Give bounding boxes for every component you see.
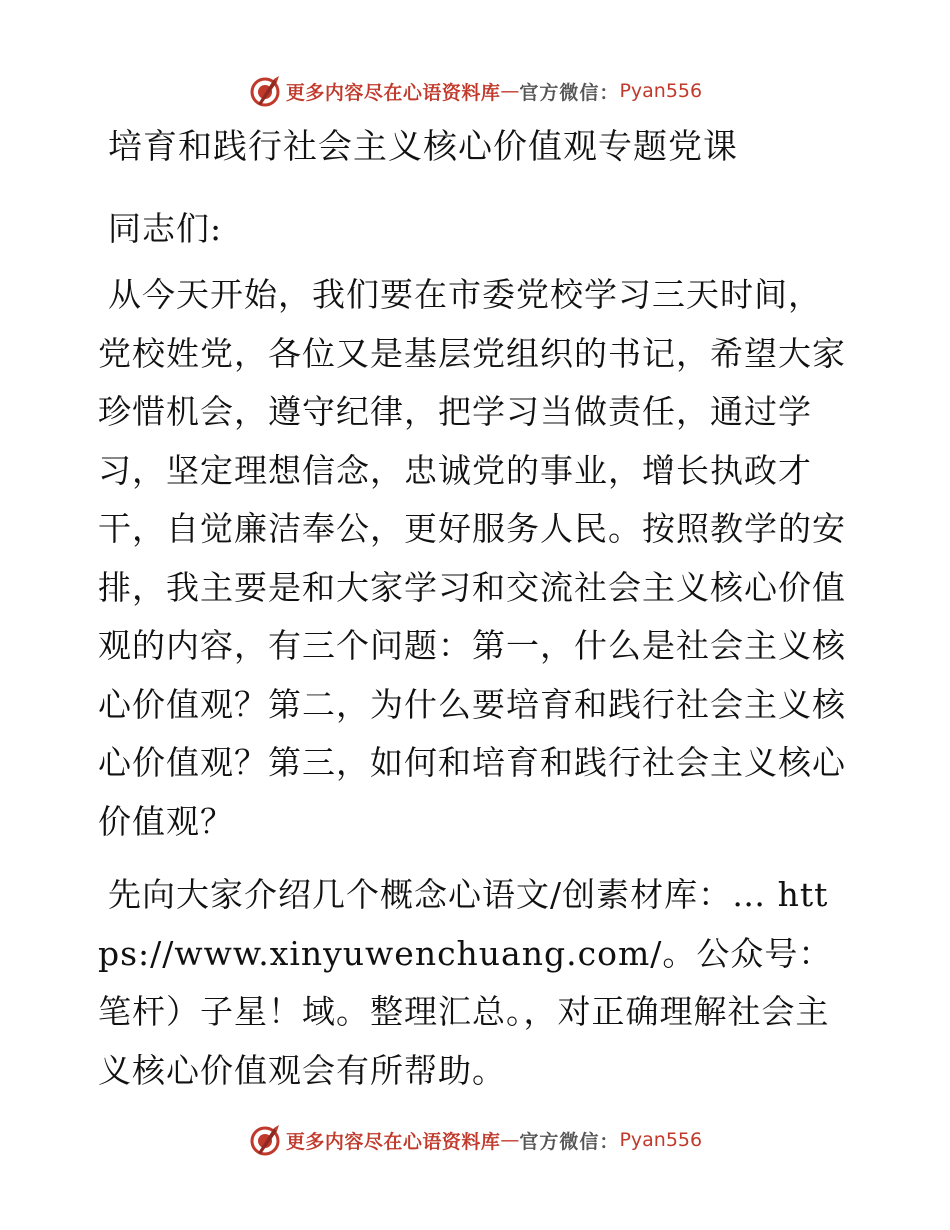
watermark-wechat-id: Pyan556 [619,80,703,102]
quill-pen-logo-icon [248,74,282,108]
watermark-wechat-label: 官方微信： [519,1130,620,1153]
greeting: 同志们: [108,209,223,248]
header-watermark [0,71,950,111]
document-title: 培育和践行社会主义核心价值观专题党课 [108,127,738,167]
body-paragraph-1: 从今天开始，我们要在市委党校学习三天时间，党校姓党，各位又是基层党组织的书记，希望大家珍惜机会，遵守纪律，把学习当做责任，通过学习，坚定理想信念，忠诚党的事业，增长执政才干，自觉廉洁奉公，更好服务人民。按照教学的安排，我主要是和大家学习和交流社会主义核心价值观的内容，有三个问题：第一，什么是社会主义核心价值观？第二，为什么要培育和践行社会主义核心价值观？第三，如何和培育和践行社会主义核心价值观？ [98,275,846,841]
watermark-dash: — [500,1129,520,1151]
watermark-site-text: 更多内容尽在心语资料库 [285,81,501,104]
footer-watermark [0,1120,950,1160]
watermark-wechat-label: 官方微信： [519,81,620,104]
watermark-wechat-id: Pyan556 [619,1129,703,1151]
quill-pen-logo-icon [248,1123,282,1157]
body-paragraph-2: 先向大家介绍几个概念心语文/创素材库：… https://www.xinyuwenchuang.com/。公众号：笔杆）子星！域。整理汇总。，对正确理解社会主义核心价值观会有所帮助。 [98,875,833,1090]
watermark-site-text: 更多内容尽在心语资料库 [285,1130,501,1153]
watermark-dash: — [500,80,520,102]
